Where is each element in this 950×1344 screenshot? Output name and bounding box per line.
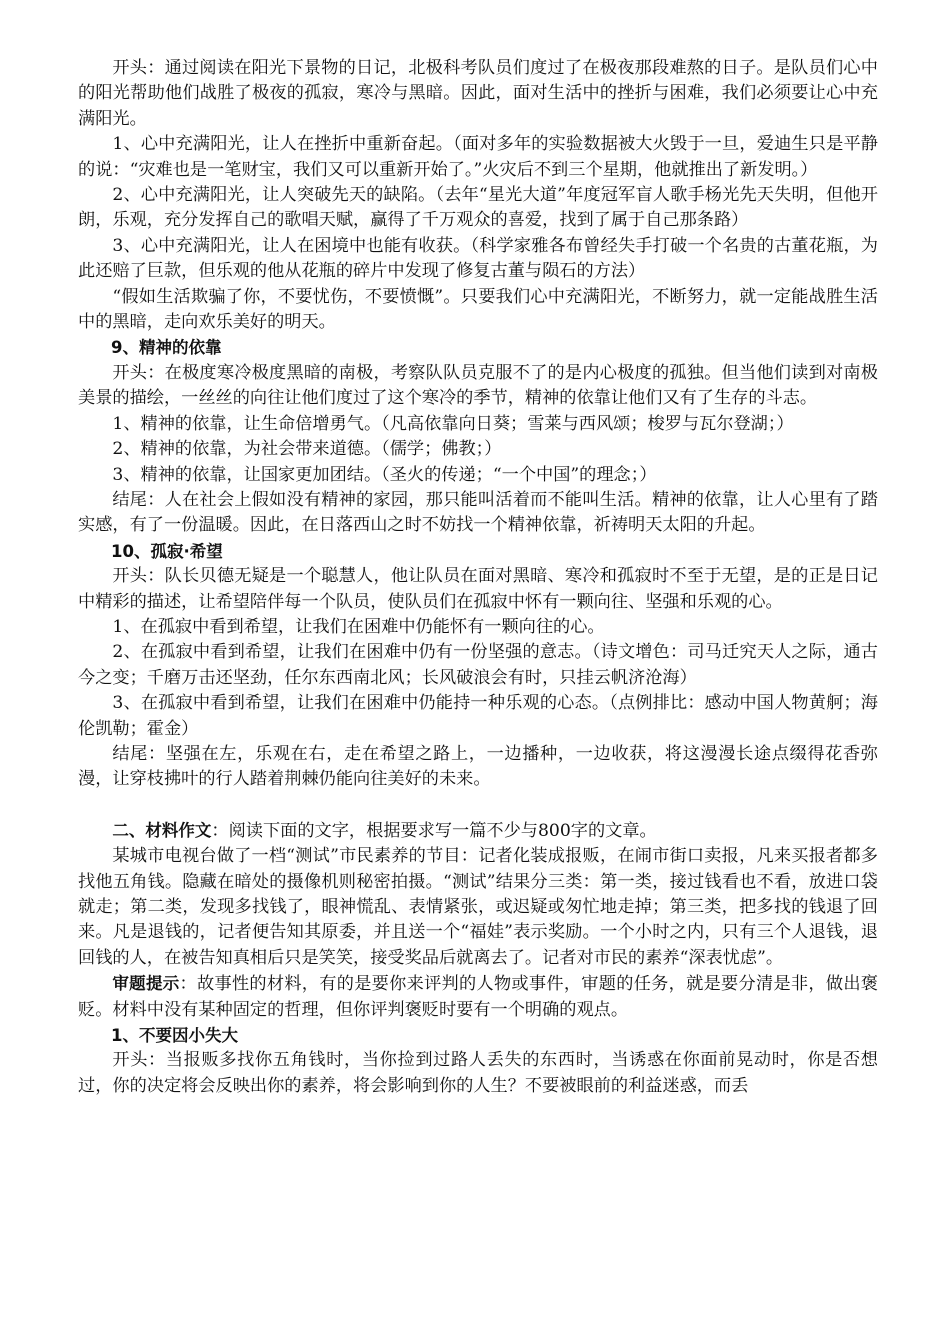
paragraph: 某城市电视台做了一档“测试”市民素养的节目：记者化装成报贩，在闹市街口卖报，凡来买报者都多找他五角钱。隐藏在暗处的摄像机则秘密拍摄。“测试”结果分三类：第一类，接过钱看也不看，放进口袋就走；第二类，发现多找钱了，眼神慌乱、表情紧张，或迟疑或匆忙地走掉；第三类，把多找的钱退了回来。凡是退钱的，记者便告知其原委，并且送一个“福娃”表示奖励。一个小时之内，只有三个人退钱，退回钱的人，在被告知真相后只是笑笑，接受奖品后就离去了。记者对市民的素养“深表忧虑”。: [78, 846, 878, 968]
paragraph: 开头：在极度寒冷极度黑暗的南极，考察队队员克服不了的是内心极度的孤独。但当他们读到对南极美景的描绘，一丝丝的向往让他们度过了这个寒冷的季节，精神的依靠让他们又有了生存的斗志。: [78, 362, 878, 409]
paragraph: 2、精神的依靠，为社会带来道德。（儒学；佛教；）: [112, 439, 502, 460]
paragraph: 开头：通过阅读在阳光下景物的日记，北极科考队员们度过了在极夜那段难熬的日子。是队员们心中的阳光帮助他们战胜了极夜的孤寂，寒冷与黑暗。因此，面对生活中的挫折与困难，我们必须要让心中充满阳光。: [78, 58, 878, 129]
paragraph: 开头：队长贝德无疑是一个聪慧人，他让队员在面对黑暗、寒冷和孤寂时不至于无望，是的正是日记中精彩的描述，让希望陪伴每一个队员，使队员们在孤寂中怀有一颗向往、坚强和乐观的心。: [78, 566, 878, 612]
paragraph-label: 审题提示: [112, 974, 180, 994]
section-heading: 10、孤寂·希望: [111, 541, 223, 561]
paragraph: 2、心中充满阳光，让人突破先天的缺陷。（去年“星光大道”年度冠军盲人歌手杨光先天失明，但他开朗，乐观，充分发挥自己的歌唱天赋，赢得了千万观众的喜爱，找到了属于自己那条路）: [78, 185, 878, 231]
section-heading: 9、精神的依靠: [111, 338, 222, 358]
paragraph-gap: [78, 793, 878, 818]
paragraph: 3、在孤寂中看到希望，让我们在困难中仍能持一种乐观的心态。（点例排比：感动中国人物黄舸；海伦凯勒；霍金）: [78, 693, 878, 739]
paragraph: “假如生活欺骗了你，不要忧伤，不要愤慨”。只要我们心中充满阳光，不断努力，就一定能战胜生活中的黑暗，走向欢乐美好的明天。: [78, 286, 878, 333]
paragraph: 结尾：坚强在左，乐观在右，走在希望之路上，一边播种，一边收获，将这漫漫长途点缀得花香弥漫，让穿枝拂叶的行人踏着荆棘仍能向往美好的未来。: [78, 743, 878, 790]
paragraph-label: 二、材料作文: [112, 820, 212, 840]
labeled-paragraph: [78, 818, 878, 844]
paragraph: 1、精神的依靠，让生命倍增勇气。（凡高依靠向日葵；雪莱与西风颂；梭罗与瓦尔登湖；）: [112, 413, 794, 434]
paragraph: 2、在孤寂中看到希望，让我们在困难中仍有一份坚强的意志。（诗文增色：司马迁究天人之际，通古今之变；千磨万击还坚劲，任尔东西南北风；长风破浪会有时，只挂云帆济沧海）: [78, 642, 878, 688]
paragraph: 3、心中充满阳光，让人在困境中也能有收获。（科学家雅各布曾经失手打破一个名贵的古董花瓶，为此还赔了巨款，但乐观的他从花瓶的碎片中发现了修复古董与陨石的方法）: [78, 235, 878, 282]
labeled-paragraph: [78, 971, 878, 1023]
paragraph: 3、精神的依靠，让国家更加团结。（圣火的传递；“一个中国”的理念；）: [112, 464, 657, 485]
paragraph: 开头：当报贩多找你五角钱时，当你捡到过路人丢失的东西时，当诱惑在你面前晃动时，你是否想过，你的决定将会反映出你的素养，将会影响到你的人生？不要被眼前的利益迷惑，而丢: [78, 1050, 878, 1096]
paragraph: 1、心中充满阳光，让人在挫折中重新奋起。（面对多年的实验数据被大火毁于一旦，爱迪生只是平静的说：“灾难也是一笔财宝，我们又可以重新开始了。”火灾后不到三个星期，他就推出了新发明。）: [78, 134, 878, 180]
section-heading: 1、不要因小失大: [111, 1026, 238, 1046]
paragraph-text: ：故事性的材料，有的是要你来评判的人物或事件，审题的任务，就是要分清是非，做出褒贬。材料中没有某种固定的哲理，但你评判褒贬时要有一个明确的观点。: [78, 974, 878, 1020]
paragraph: 1、在孤寂中看到希望，让我们在困难中仍能怀有一颗向往的心。: [112, 616, 605, 637]
paragraph-text: ：阅读下面的文字，根据要求写一篇不少与800字的文章。: [211, 820, 657, 841]
document-body: [78, 56, 878, 1099]
paragraph: 结尾：人在社会上假如没有精神的家园，那只能叫活着而不能叫生活。精神的依靠，让人心里有了踏实感，有了一份温暖。因此，在日落西山之时不妨找一个精神依靠，祈祷明天太阳的升起。: [78, 489, 878, 536]
